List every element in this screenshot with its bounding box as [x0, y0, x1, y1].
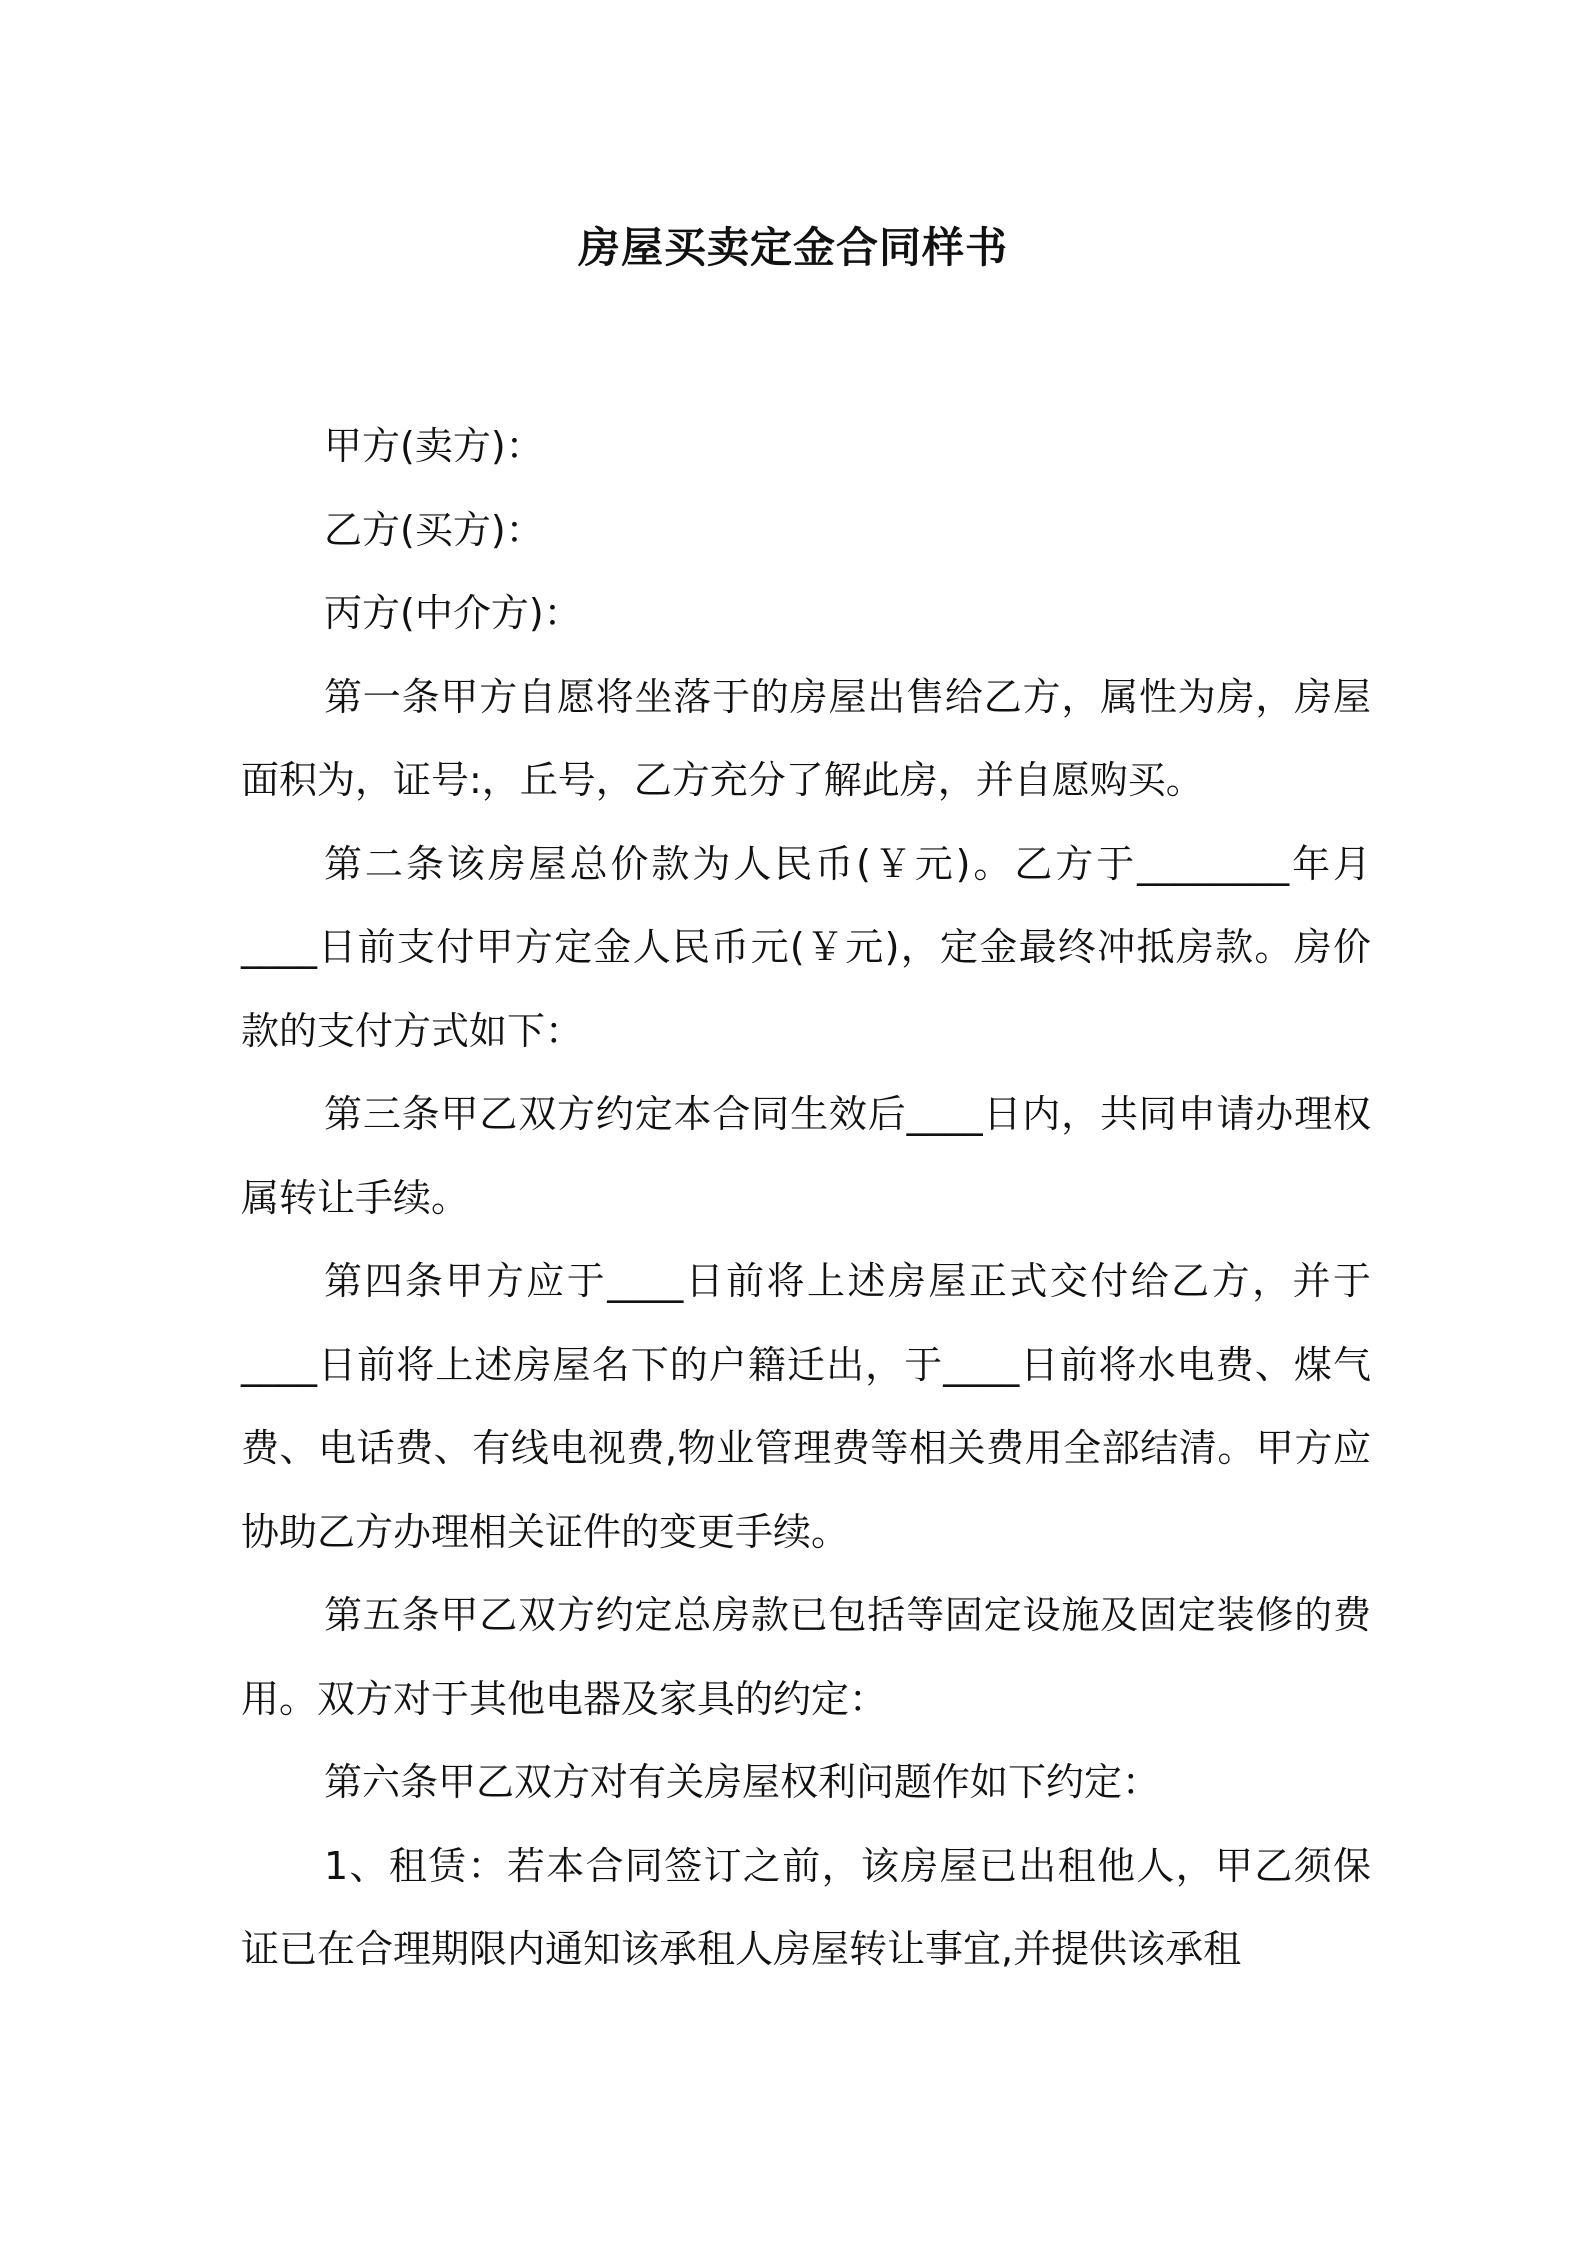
article-2: 第二条该房屋总价款为人民币(￥元)。乙方于________年月____日前支付甲方定金人民币元(￥元)，定金最终冲抵房款。房价款的支付方式如下： [241, 841, 1371, 1053]
article-3: 第三条甲乙双方约定本合同生效后____日内，共同申请办理权属转让手续。 [241, 1092, 1371, 1220]
article-6: 第六条甲乙双方对有关房屋权利问题作如下约定： [324, 1760, 1161, 1804]
party-a-line: 甲方(卖方)： [324, 424, 544, 468]
document-title: 房屋买卖定金合同样书 [577, 223, 1008, 272]
party-b-line: 乙方(买方)： [324, 507, 544, 552]
article-4: 第四条甲方应于____日前将上述房屋正式交付给乙方，并于____日前将上述房屋名下的户籍迁出，于____日前将水电费、煤气费、电话费、有线电视费,物业管理费等相关费用全部结清。甲方应协助乙方办理相关证件的变更手续。 [241, 1259, 1371, 1554]
article-6-item-1: 1、租赁：若本合同签订之前，该房屋已出租他人，甲乙须保证已在合理期限内通知该承租人房屋转让事宜,并提供该承租 [241, 1843, 1371, 1971]
party-c-line: 丙方(中介方)： [324, 591, 582, 635]
article-5: 第五条甲乙双方约定总房款已包括等固定设施及固定装修的费用。双方对于其他电器及家具的约定： [241, 1593, 1371, 1721]
article-1: 第一条甲方自愿将坐落于的房屋出售给乙方，属性为房，房屋面积为，证号:，丘号，乙方充分了解此房，并自愿购买。 [241, 674, 1371, 802]
document-body [241, 405, 1371, 1992]
